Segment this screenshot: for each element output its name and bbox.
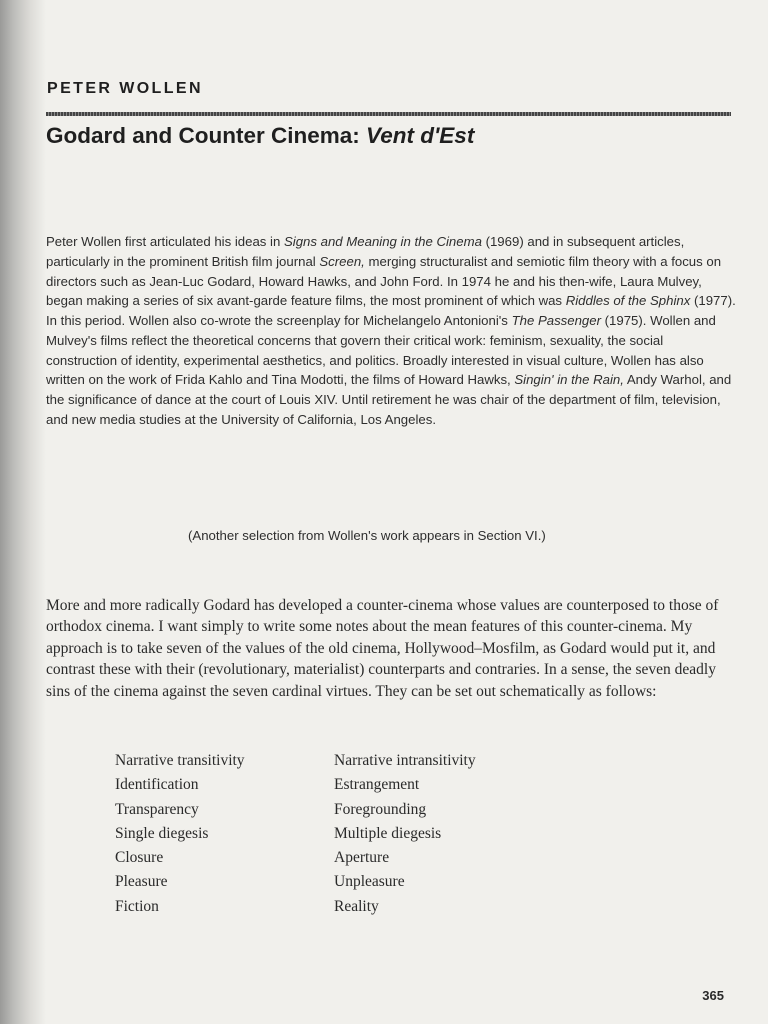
old-cinema-value: Closure (115, 849, 164, 867)
table-row (115, 776, 564, 800)
bio-segment-italic: Riddles of the Sphinx (565, 293, 691, 309)
author-name: PETER WOLLEN (47, 80, 203, 97)
chapter-title (46, 123, 474, 149)
body-paragraph: More and more radically Godard has developed a counter-cinema whose values are counterposed to those of orthodox cinema. I want simply to write some notes about the mean features of this counter-cinema. My approach is to take seven of the values of the old cinema, Hollywood–Mosfilm, as Godard would put it, and contrast these with their (revolutionary, materialist) counterparts and contraries. In a sense, the seven deadly sins of the cinema against the seven cardinal virtues. They can be set out schematically as follows: (46, 597, 719, 700)
cross-reference-note: (Another selection from Wollen's work appears in Section VI.) (188, 528, 546, 543)
old-cinema-value: Pleasure (115, 873, 168, 891)
values-table (115, 752, 564, 922)
table-row (115, 801, 564, 825)
bio-segment-italic: Singin' in the Rain, (514, 372, 624, 388)
table-row (115, 825, 564, 849)
counter-cinema-value: Aperture (334, 849, 390, 867)
table-row (115, 873, 564, 897)
header-rule (46, 112, 731, 116)
old-cinema-value: Transparency (115, 800, 199, 818)
table-row (115, 898, 564, 922)
bio-segment: Peter Wollen first articulated his ideas in (46, 234, 284, 249)
counter-cinema-value: Reality (334, 897, 379, 915)
old-cinema-value: Single diegesis (115, 824, 209, 842)
bio-segment: merging structuralist and semiotic film theory with a focus on directors such as Jean-Luc Godard, Howard Hawks, and John Ford. In 1974 he and his then-wife, Laura Mulvey, began making a series of six avant-garde feature films, the most prominent of which was (46, 253, 722, 309)
counter-cinema-value: Foregrounding (334, 800, 427, 818)
counter-cinema-value: Unpleasure (334, 873, 405, 891)
old-cinema-value: Identification (115, 776, 199, 794)
author-bio (46, 232, 736, 430)
counter-cinema-value: Estrangement (334, 776, 420, 794)
title-plain: Godard and Counter Cinema: (46, 123, 367, 148)
bio-segment: Andy Warhol, and the significance of dance at the court of Louis XIV. Until retirement he was chair of the department of film, television, and new media studies at the University of California, Los Angeles. (46, 372, 732, 427)
old-cinema-value: Fiction (115, 897, 159, 915)
bio-segment-italic: Signs and Meaning in the Cinema (283, 234, 482, 249)
page-number: 365 (702, 988, 724, 1003)
old-cinema-value: Narrative transitivity (115, 752, 245, 769)
title-italic: Vent d'Est (366, 123, 475, 148)
author-bio-paragraph (46, 232, 736, 430)
table-row (115, 752, 564, 776)
counter-cinema-value: Narrative intransitivity (334, 752, 476, 769)
bio-segment: (1969) and in subsequent articles, particularly in the prominent British film journal (46, 234, 685, 269)
body-text (46, 595, 740, 702)
bio-segment-italic: Screen, (319, 253, 365, 269)
table-row (115, 849, 564, 873)
counter-cinema-value: Multiple diegesis (334, 824, 442, 842)
bio-segment-italic: The Passenger (511, 313, 601, 328)
bio-segment: (1975). Wollen and Mulvey's films reflect the theoretical concerns that govern their critical work: feminism, sexuality, the social construction of identity, experimental aesthetics, and politics. Broadly interested in visual culture, Wollen has also written on the work of Frida Kahlo and Tina Modotti, the films of Howard Hawks, (46, 313, 716, 388)
bio-segment: (1977). In this period. Wollen also co-wrote the screenplay for Michelangelo Antonioni's (46, 293, 736, 328)
